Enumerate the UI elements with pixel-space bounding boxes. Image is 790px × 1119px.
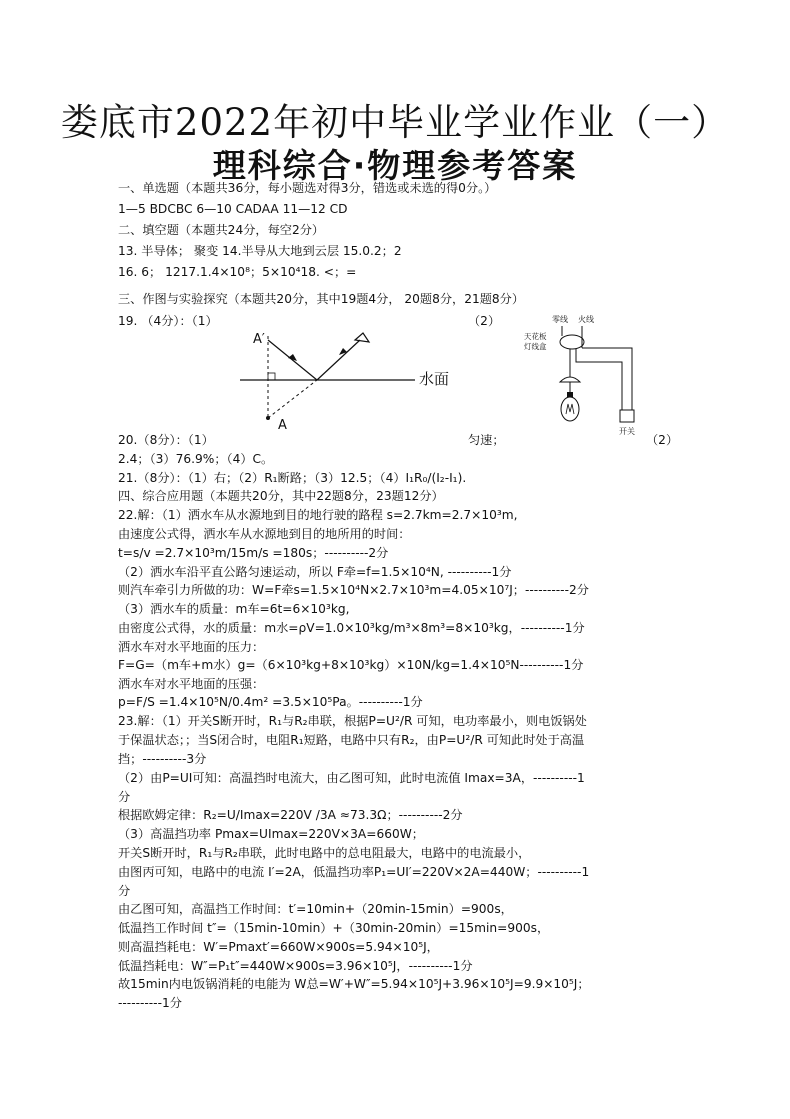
answer-line: 分 <box>118 884 131 898</box>
answer-line: 低温挡工作时间 t″=（15min-10min）+（30min-20min）=15min=900s， <box>118 921 550 935</box>
answer-line: p=F/S =1.4×10⁵N/0.4m² =3.5×10⁵Pa。----------1分 <box>118 695 423 709</box>
bulb-base-icon <box>567 392 573 397</box>
section-1-heading: 一、单选题（本题共36分，每小题选对得3分，错选或未选的得0分。） <box>118 181 497 195</box>
eye-icon <box>355 333 369 342</box>
answer-line: （2） <box>468 314 501 328</box>
ceiling-label: 天花板 <box>524 332 547 341</box>
answer-line: 故15min内电饭锅消耗的电能为 W总=W′+W″=5.94×10⁵J+3.96×10⁵J=9.9×10⁵J； <box>118 977 590 991</box>
filament-icon <box>566 404 574 414</box>
answer-line: 根据欧姆定律：R₂=U/Imax=220V /3A ≈73.3Ω；----------2分 <box>118 808 463 822</box>
answer-line: （2）洒水车沿平直公路匀速运动，所以 F牵=f=1.5×10⁴N, ----------1分 <box>118 565 512 579</box>
bulb-icon <box>561 397 579 421</box>
answer-line: 2.4；（3）76.9%；（4）C。 <box>118 452 274 466</box>
switch-icon <box>620 410 634 422</box>
answer-line: 23.解：（1）开关S断开时，R₁与R₂串联，根据P=U²/R 可知，电功率最小，则电饭锅处 <box>118 714 587 728</box>
document-title: 娄底市2022年初中毕业学业作业（一） <box>60 101 730 144</box>
answer-line: 16. 6； 1217.1.4×10⁸；5×10⁴18. <；= <box>118 265 357 279</box>
answer-line: （2）由P=UI可知：高温挡时电流大，由乙图可知，此时电流值 Imax=3A，----------1 <box>118 771 585 785</box>
answer-line: 13. 半导体； 聚变 14.半导从大地到云层 15.0.2；2 <box>118 244 402 258</box>
answer-line: （3）高温挡功率 Pmax=UImax=220V×3A=660W； <box>118 827 424 841</box>
answer-line: ----------1分 <box>118 996 182 1010</box>
answer-line: 1—5 BDCBC 6—10 CADAA 11—12 CD <box>118 202 348 216</box>
label-a-prime: A′ <box>253 332 265 347</box>
answer-line: 匀速； <box>468 433 505 447</box>
answer-line: F=G=（m车+m水）g=（6×10³kg+8×10³kg）×10N/kg=1.4×10⁵N----------1分 <box>118 658 584 672</box>
answer-line: （2） <box>646 433 679 447</box>
answer-line: t=s/v =2.7×10³m/15m/s =180s；----------2分 <box>118 546 389 560</box>
label-a: A <box>278 418 287 433</box>
answer-line: （3）洒水车的质量：m车=6t=6×10³kg, <box>118 602 350 616</box>
document-subtitle: 理科综合·物理参考答案 <box>212 146 578 185</box>
answer-line: 则汽车牵引力所做的功：W=F牵s=1.5×10⁴N×2.7×10³m=4.05×10⁷J；----------2分 <box>118 583 589 597</box>
lamp-circuit-diagram <box>522 312 647 440</box>
answer-line: 低温挡耗电：W″=P₁t″=440W×900s=3.96×10⁵J，----------1分 <box>118 959 473 973</box>
answer-line: 分 <box>118 790 131 804</box>
virtual-ray-line <box>268 380 317 418</box>
answer-line: 由速度公式得，洒水车从水源地到目的地所用的时间： <box>118 527 411 541</box>
junction-box-icon <box>560 335 584 349</box>
live-wire-to-switch <box>582 348 632 410</box>
section-2-heading: 二、填空题（本题共24分，每空2分） <box>118 223 325 237</box>
answer-line: 洒水车对水平地面的压强： <box>118 677 265 691</box>
zero-line-label: 零线 <box>552 315 568 324</box>
answer-line: 由密度公式得，水的质量：m水=ρV=1.0×10³kg/m³×8m³=8×10³kg，----------1分 <box>118 621 585 635</box>
live-line-label: 火线 <box>578 315 594 324</box>
answer-line: 19. （4分）：（1） <box>118 314 218 328</box>
answer-line: 则高温挡耗电：W′=Pmaxt′=660W×900s=5.94×10⁵J， <box>118 940 439 954</box>
section-3-heading: 三、作图与实验探究（本题共20分，其中19题4分， 20题8分，21题8分） <box>118 292 525 306</box>
answer-line: 由图丙可知，电路中的电流 I′=2A，低温挡功率P₁=UI′=220V×2A=440W；----------1 <box>118 865 590 879</box>
answer-line: 挡；----------3分 <box>118 752 207 766</box>
answer-line: 20.（8分）：（1） <box>118 433 214 447</box>
answer-line: 洒水车对水平地面的压力： <box>118 640 265 654</box>
switch-label: 开关 <box>619 427 635 436</box>
reflected-ray <box>317 340 360 380</box>
right-angle-mark <box>268 373 275 380</box>
return-wire <box>576 349 622 410</box>
lampshade-icon <box>560 377 580 382</box>
answer-line: 由乙图可知，高温挡工作时间：t′=10min+（20min-15min）=900s， <box>118 902 513 916</box>
answer-line: 22.解：（1）洒水车从水源地到目的地行驶的路程 s=2.7km=2.7×10³m, <box>118 508 518 522</box>
reflection-diagram <box>235 326 450 434</box>
answer-line: 开关S断开时，R₁与R₂串联，此时电路中的总电阻最大，电路中的电流最小， <box>118 846 531 860</box>
water-surface-label: 水面 <box>419 370 450 388</box>
junction-box-label: 灯线盒 <box>524 342 547 351</box>
section-4-heading: 四、综合应用题（本题共20分，其中22题8分，23题12分） <box>118 489 444 503</box>
answer-line: 于保温状态；；当S闭合时，电阻R₁短路，电路中只有R₂，由P=U²/R 可知此时处于高温 <box>118 733 585 747</box>
answer-line: 21.（8分）：（1）右；（2）R₁断路；（3）12.5；（4）I₁R₀/(I₂-I₁). <box>118 471 467 485</box>
point-a-dot <box>266 416 270 420</box>
